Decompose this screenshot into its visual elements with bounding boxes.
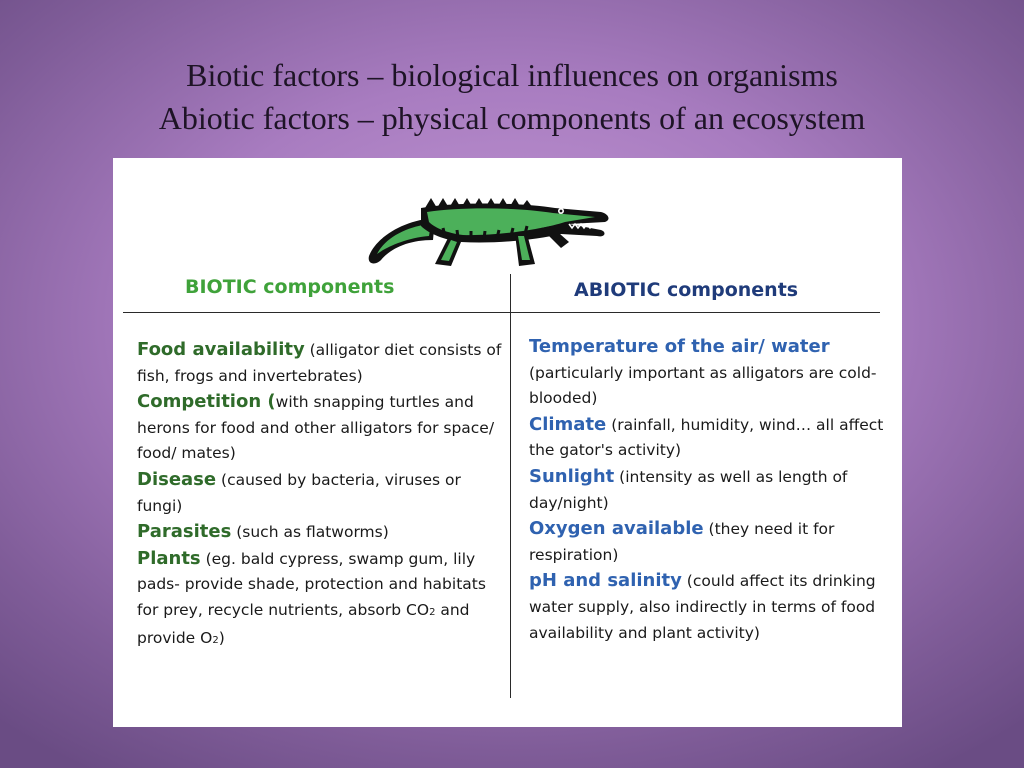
desc-ph-salinity: (could affect its drinking water supply, also indirectly in terms of food availability and plant activity) <box>529 572 876 642</box>
biotic-item-food <box>137 337 507 389</box>
desc-oxygen: (they need it for respiration) <box>529 520 835 564</box>
alligator-icon <box>365 178 613 276</box>
abiotic-item-sunlight <box>529 464 889 516</box>
biotic-item-disease <box>137 467 507 519</box>
o2-subscript: 2 <box>212 634 219 646</box>
title-line-biotic: Biotic factors – biological influences on organisms <box>186 57 838 93</box>
desc-disease: (caused by bacteria, viruses or fungi) <box>137 470 461 515</box>
desc-plants-cont: and provide O <box>137 600 470 647</box>
term-plants: Plants <box>137 547 201 569</box>
term-climate: Climate <box>529 413 607 435</box>
term-sunlight: Sunlight <box>529 465 615 487</box>
desc-plants-end: ) <box>218 628 225 647</box>
desc-food-availability: (alligator diet consists of fish, frogs and invertebrates) <box>137 341 502 385</box>
abiotic-item-oxygen <box>529 516 889 568</box>
term-ph-salinity: pH and salinity <box>529 570 682 592</box>
biotic-item-plants <box>137 546 507 653</box>
term-oxygen: Oxygen available <box>529 518 704 540</box>
desc-parasites: (such as flatworms) <box>231 523 389 542</box>
desc-climate: (rainfall, humidity, wind… all affect the gator's activity) <box>529 415 884 460</box>
biotic-header: BIOTIC components <box>185 276 395 298</box>
biotic-item-parasites <box>137 519 507 546</box>
desc-temperature: (particularly important as alligators are cold-blooded) <box>529 363 877 408</box>
abiotic-item-ph-salinity <box>529 568 889 646</box>
abiotic-list <box>529 334 889 646</box>
term-disease: Disease <box>137 468 217 490</box>
factors-table-card <box>113 158 902 727</box>
abiotic-item-climate <box>529 412 889 464</box>
term-competition: Competition ( <box>137 391 276 413</box>
term-parasites: Parasites <box>137 521 232 543</box>
desc-competition: with snapping turtles and herons for food and other alligators for space/ food/ mates) <box>137 393 495 463</box>
desc-sunlight: (intensity as well as length of day/night) <box>529 467 848 512</box>
desc-plants: (eg. bald cypress, swamp gum, lily pads- provide shade, protection and habitats for prey, recycle nutrients, absorb CO <box>137 549 486 619</box>
title-line-abiotic: Abiotic factors – physical components of an ecosystem <box>158 100 866 136</box>
column-divider <box>510 274 511 698</box>
term-food-availability: Food availability <box>137 339 305 360</box>
header-divider <box>123 312 880 313</box>
biotic-list <box>137 337 507 653</box>
abiotic-header: ABIOTIC components <box>574 279 799 301</box>
abiotic-item-temperature <box>529 334 889 412</box>
slide-title <box>0 54 1024 140</box>
co2-subscript: 2 <box>429 606 436 618</box>
biotic-item-competition <box>137 389 507 467</box>
term-temperature: Temperature of the air/ water <box>529 336 830 357</box>
